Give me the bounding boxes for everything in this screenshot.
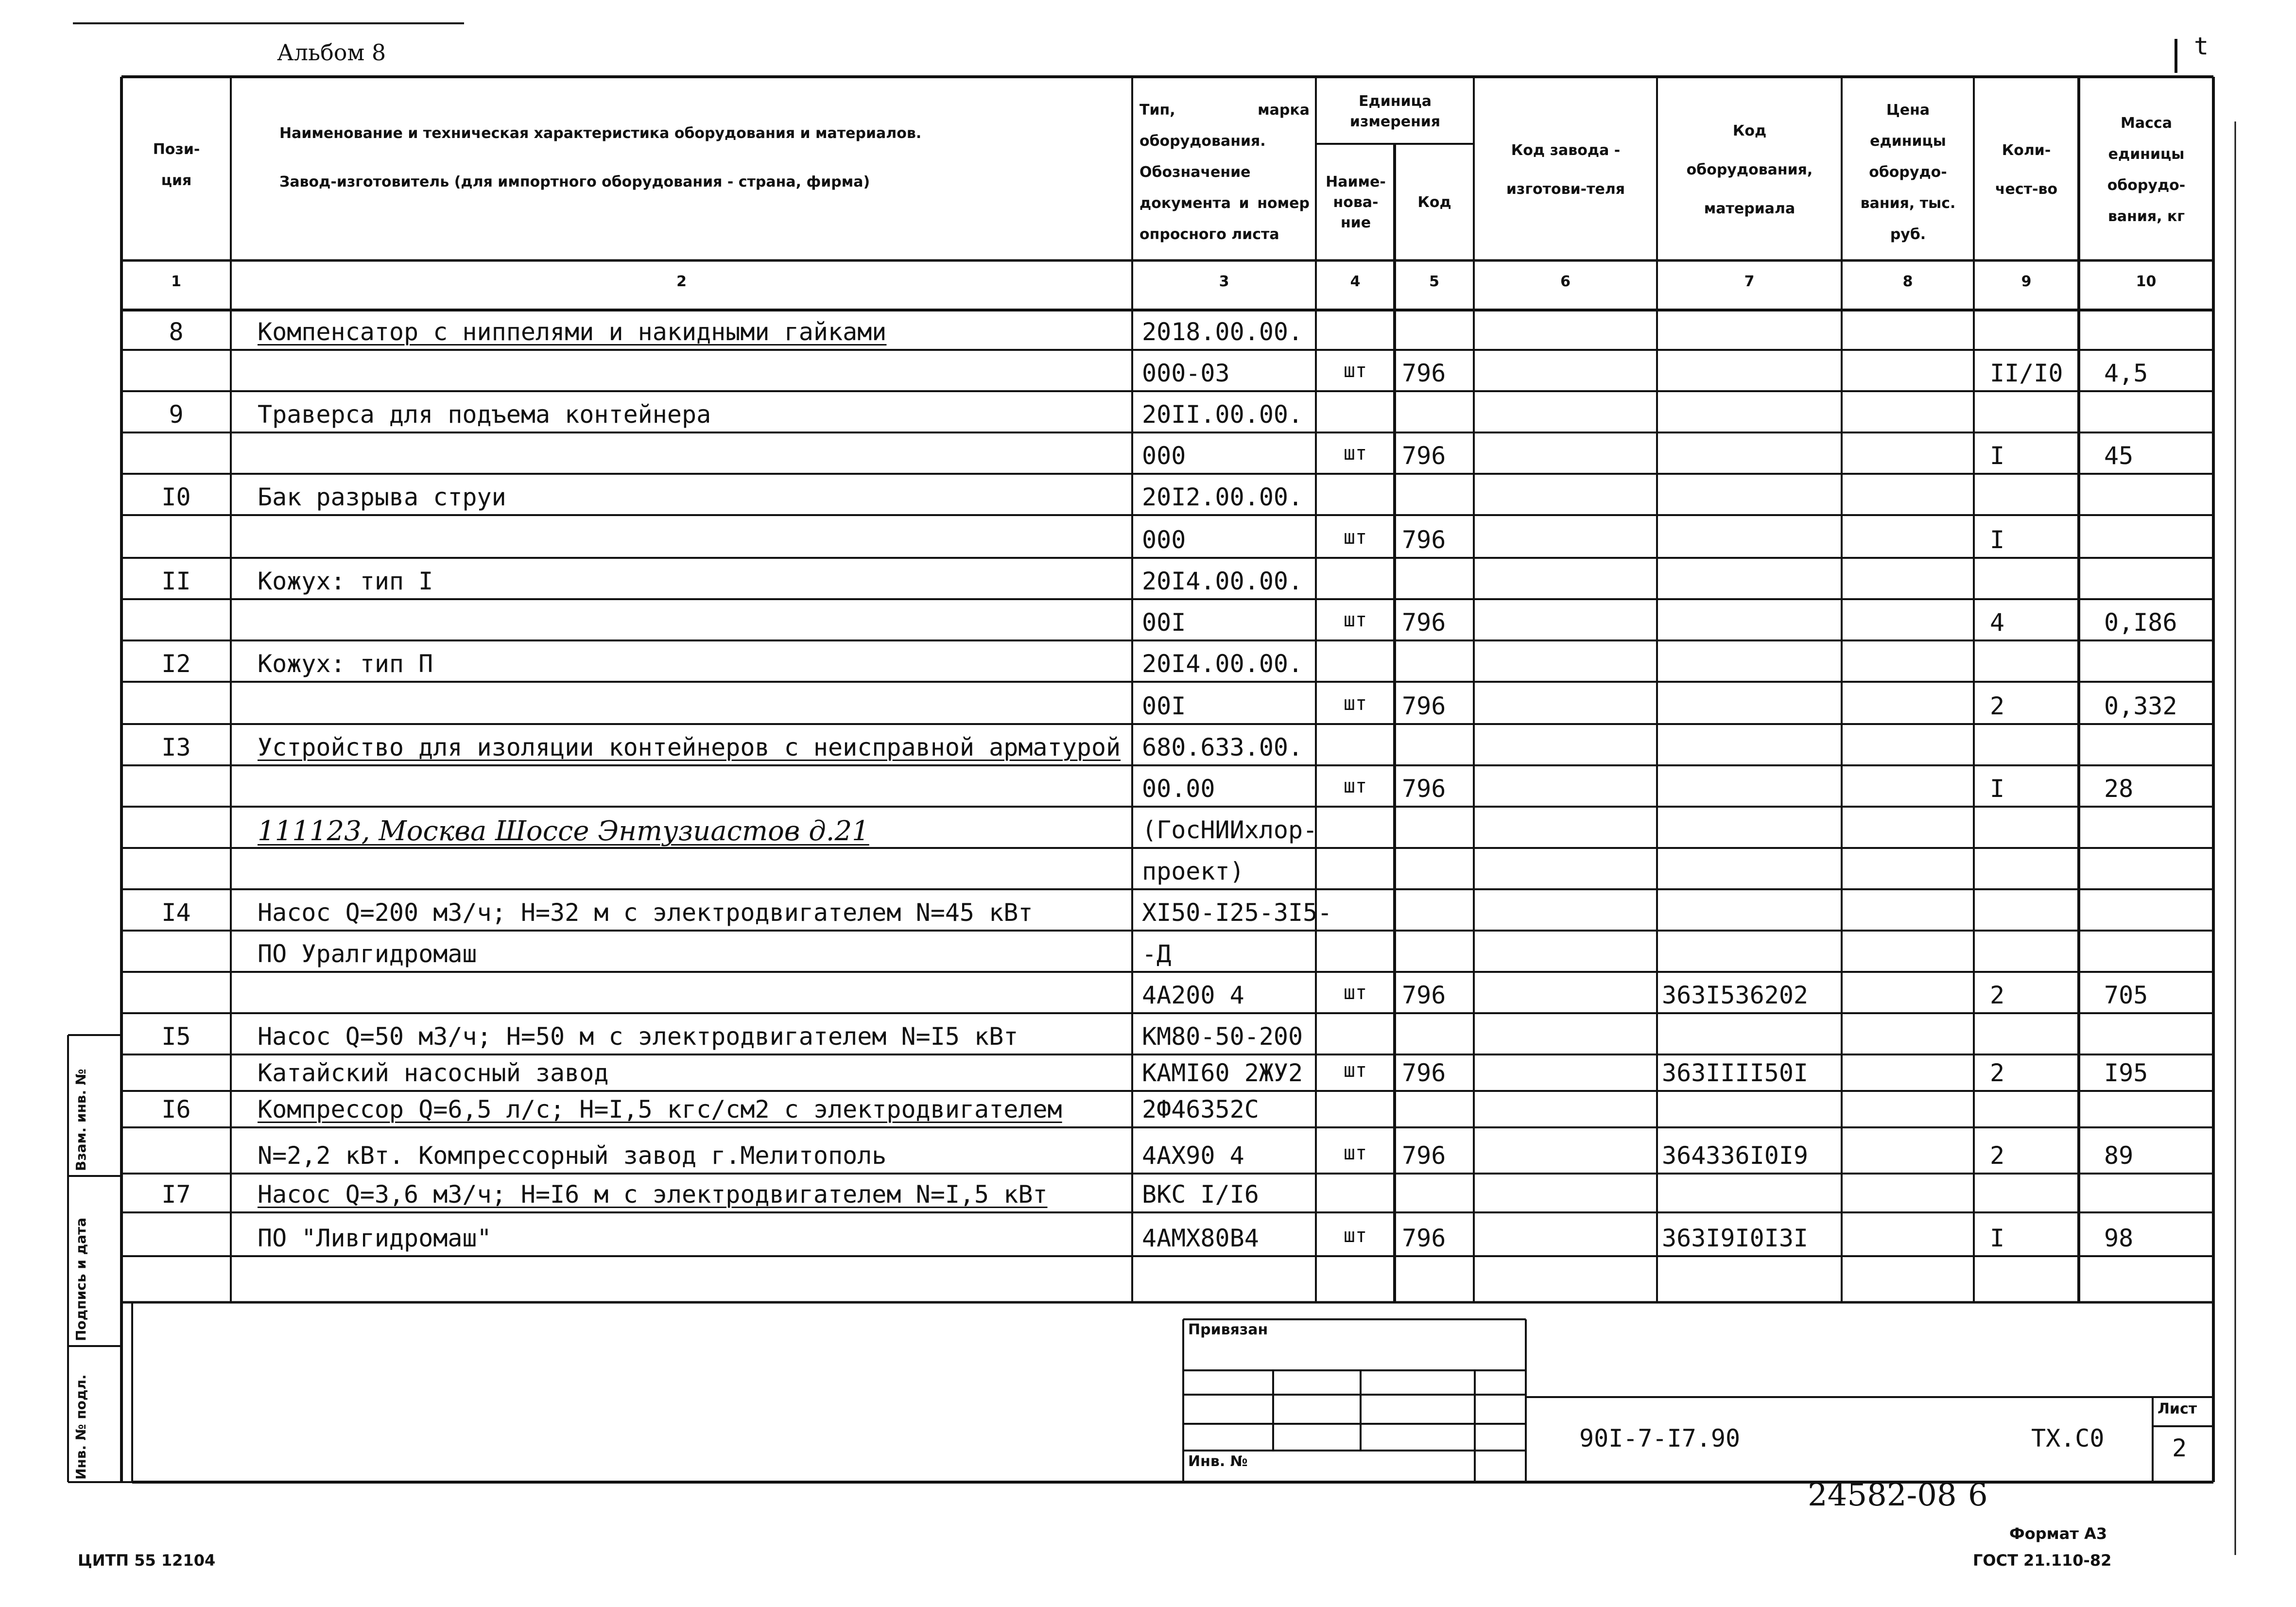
row-mass: I95: [2104, 1059, 2148, 1087]
row-position: 9: [169, 400, 184, 429]
row-type: 000: [1142, 442, 1186, 470]
row-mass: 28: [2104, 775, 2134, 803]
row-mass: 45: [2104, 442, 2134, 470]
row-name: Компенсатор с ниппелями и накидными гайками: [258, 318, 887, 346]
row-name: Кожух: тип П: [258, 650, 433, 678]
row-type: 4АМX80В4: [1142, 1224, 1259, 1252]
row-quantity: I: [1990, 775, 2005, 803]
row-unit: шт: [1343, 775, 1367, 797]
corner-mark: t: [2194, 32, 2209, 60]
row-quantity: I: [1990, 526, 2005, 554]
row-equip-code: 364336I0I9: [1662, 1141, 1809, 1170]
row-name: N=2,2 кВт. Компрессорный завод г.Мелитополь: [258, 1141, 887, 1170]
side-inv-podl: Инв. № подл.: [73, 1374, 89, 1480]
row-type: 00I: [1142, 692, 1186, 720]
row-mass: 0,I86: [2104, 608, 2177, 637]
side-vzam-inv: Взам. инв. №: [73, 1069, 89, 1171]
row-name: Насос Q=50 м3/ч; Н=50 м с электродвигателем N=I5 кВт: [258, 1022, 1019, 1051]
header-position: Пози- ция: [153, 141, 200, 189]
header-unit-name: Наиме-нова-ние: [1326, 173, 1386, 231]
column-number: 9: [2021, 273, 2032, 290]
row-type: 00I: [1142, 608, 1186, 637]
gost-label: ГОСТ 21.110-82: [1973, 1551, 2112, 1570]
header-unit-code: Код: [1417, 194, 1451, 211]
column-number: 5: [1429, 273, 1439, 290]
row-unit: шт: [1343, 526, 1367, 549]
row-position: 8: [169, 318, 184, 346]
sheet-label: Лист: [2158, 1400, 2197, 1417]
stamp-inv-label: Инв. №: [1188, 1453, 1248, 1470]
row-type: 20I4.00.00.: [1142, 567, 1303, 595]
row-quantity: II/I0: [1990, 359, 2063, 387]
row-quantity: 2: [1990, 1059, 2005, 1087]
column-number: 4: [1350, 273, 1361, 290]
row-unit: шт: [1343, 1225, 1367, 1247]
printer-label: ЦИТП 55 12104: [78, 1551, 216, 1570]
row-type: 4АX90 4: [1142, 1141, 1244, 1170]
header-name-line1: Наименование и техническая характеристика оборудования и материалов.: [279, 125, 922, 142]
header-quantity: Коли-чест-во: [1995, 142, 2058, 198]
row-unit: шт: [1343, 1142, 1367, 1164]
row-name: Компрессор Q=6,5 л/с; Н=I,5 кгс/см2 с электродвигателем: [258, 1095, 1062, 1123]
page-number: 6: [1968, 1477, 1988, 1513]
row-equip-code: 363I9I0I3I: [1662, 1224, 1809, 1252]
header-type: Тип, марка оборудования. Обозначение документа и номер опросного листа: [1139, 102, 1310, 243]
row-type: 2018.00.00.: [1142, 318, 1303, 346]
row-name: Кожух: тип I: [258, 567, 433, 595]
row-mass: 98: [2104, 1224, 2134, 1252]
row-type: 000: [1142, 526, 1186, 554]
row-unit: шт: [1343, 1059, 1367, 1082]
row-type: 680.633.00.: [1142, 733, 1303, 761]
row-type: 4А200 4: [1142, 981, 1244, 1009]
column-number: 3: [1219, 273, 1229, 290]
header-price: Цена единицы оборудо-вания, тыс. руб.: [1860, 102, 1956, 243]
row-unit: шт: [1343, 442, 1367, 465]
stamp-number: 24582-08: [1808, 1477, 1957, 1513]
row-position: I4: [161, 899, 191, 927]
row-unit: шт: [1343, 692, 1367, 715]
row-type: КМ80-50-200: [1142, 1022, 1303, 1051]
row-type: ВКС I/I6: [1142, 1180, 1259, 1209]
row-name: Траверса для подъема контейнера: [258, 400, 711, 429]
row-unit-code: 796: [1402, 608, 1446, 637]
row-name: Насос Q=3,6 м3/ч; Н=I6 м с электродвигателем N=I,5 кВт: [258, 1180, 1048, 1209]
row-unit-code: 796: [1402, 1141, 1446, 1170]
row-name: ПО Уралгидромаш: [258, 940, 477, 968]
row-quantity: 4: [1990, 608, 2005, 637]
column-number: 10: [2136, 273, 2157, 290]
document-code: 90I-7-I7.90: [1579, 1424, 1741, 1452]
header-unit-group: Единица измерения: [1349, 93, 1441, 130]
column-number: 8: [1902, 273, 1913, 290]
row-position: II: [161, 567, 191, 595]
row-unit-code: 796: [1402, 981, 1446, 1009]
row-quantity: 2: [1990, 692, 2005, 720]
header-equip-code: Код оборудования, материала: [1686, 122, 1813, 217]
row-position: I2: [161, 650, 191, 678]
row-type: 20I2.00.00.: [1142, 483, 1303, 511]
row-unit-code: 796: [1402, 442, 1446, 470]
row-equip-code: 363I536202: [1662, 981, 1809, 1009]
column-number: 6: [1560, 273, 1571, 290]
row-type: 000-03: [1142, 359, 1230, 387]
row-equip-code: 363IIII50I: [1662, 1059, 1809, 1087]
row-type: 20II.00.00.: [1142, 400, 1303, 429]
row-position: I6: [161, 1095, 191, 1123]
row-mass: 89: [2104, 1141, 2134, 1170]
row-unit-code: 796: [1402, 526, 1446, 554]
row-type: 00.00: [1142, 775, 1215, 803]
row-type: проект): [1142, 857, 1244, 885]
row-position: I7: [161, 1180, 191, 1209]
header-mfr-code: Код завода - изготови-теля: [1506, 142, 1625, 198]
row-unit-code: 796: [1402, 1224, 1446, 1252]
row-unit-code: 796: [1402, 692, 1446, 720]
column-number: 2: [676, 273, 687, 290]
row-type: -Д: [1142, 940, 1172, 968]
row-name: 111123, Москва Шоссе Энтузиастов д.21: [258, 815, 869, 847]
row-unit-code: 796: [1402, 359, 1446, 387]
row-type: КАМI60 2ЖУ2: [1142, 1059, 1303, 1087]
format-label: Формат А3: [2009, 1524, 2107, 1543]
row-unit: шт: [1343, 982, 1367, 1004]
header-mass: Масса единицы оборудо-вания, кг: [2107, 115, 2186, 225]
row-unit: шт: [1343, 609, 1367, 631]
row-name: Насос Q=200 м3/ч; Н=32 м с электродвигателем N=45 кВт: [258, 899, 1033, 927]
row-name: Бак разрыва струи: [258, 483, 506, 511]
row-name: Катайский насосный завод: [258, 1059, 609, 1087]
row-type: 2Ф46352С: [1142, 1095, 1259, 1123]
album-label: Альбом 8: [277, 39, 386, 66]
stamp-linked-label: Привязан: [1188, 1321, 1268, 1338]
row-position: I5: [161, 1022, 191, 1051]
row-quantity: 2: [1990, 1141, 2005, 1170]
column-number: 1: [171, 273, 181, 290]
row-type: XI50-I25-3I5-: [1142, 899, 1332, 927]
side-signature-date: Подпись и дата: [73, 1217, 89, 1341]
row-unit-code: 796: [1402, 1059, 1446, 1087]
row-name: Устройство для изоляции контейнеров с неисправной арматурой: [258, 733, 1121, 761]
row-quantity: 2: [1990, 981, 2005, 1009]
row-unit: шт: [1343, 360, 1367, 382]
header-name-line2: Завод-изготовитель (для импортного оборудования - страна, фирма): [279, 173, 870, 190]
row-type: 20I4.00.00.: [1142, 650, 1303, 678]
row-quantity: I: [1990, 1224, 2005, 1252]
row-type: (ГосНИИхлор-: [1142, 816, 1318, 844]
sheet-number: 2: [2172, 1434, 2187, 1462]
row-unit-code: 796: [1402, 775, 1446, 803]
row-name: ПО "Ливгидромаш": [258, 1224, 492, 1252]
row-position: I0: [161, 483, 191, 511]
row-quantity: I: [1990, 442, 2005, 470]
column-number: 7: [1744, 273, 1755, 290]
row-position: I3: [161, 733, 191, 761]
row-mass: 4,5: [2104, 359, 2148, 387]
row-mass: 705: [2104, 981, 2148, 1009]
section-code: ТХ.С0: [2031, 1424, 2105, 1452]
row-mass: 0,332: [2104, 692, 2177, 720]
